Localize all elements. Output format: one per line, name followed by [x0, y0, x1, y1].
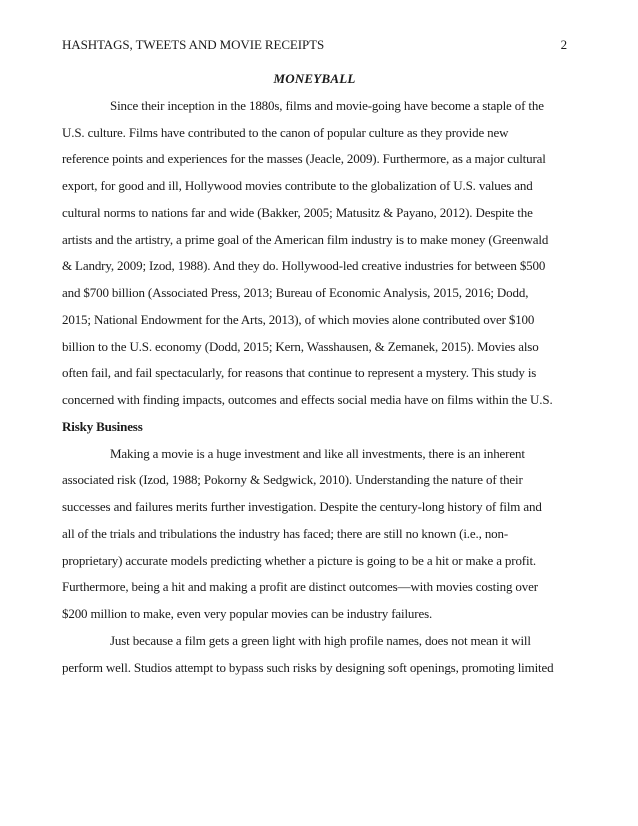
paragraph-line: all of the trials and tribulations the industry has faced; there are still no known (i.e., non- — [62, 525, 509, 541]
document-title: MONEYBALL — [273, 71, 356, 86]
paragraph-line: U.S. culture. Films have contributed to the canon of popular culture as they provide new — [62, 124, 509, 140]
paragraph-line: often fail, and fail spectacularly, for reasons that continue to represent a mystery. This study is — [62, 365, 537, 381]
paragraph-line: export, for good and ill, Hollywood movies contribute to the globalization of U.S. values and — [62, 178, 533, 193]
running-head-title: HASHTAGS, TWEETS AND MOVIE RECEIPTS — [62, 37, 325, 52]
paragraph-line: proprietary) accurate models predicting whether a picture is going to be a hit or make a profit. — [62, 552, 537, 568]
paragraph-line: successes and failures merits further investigation. Despite the century-long history of film and — [62, 499, 542, 514]
paragraph-line: reference points and experiences for the masses (Jeacle, 2009). Furthermore, as a major cultural — [62, 151, 546, 167]
page-number: 2 — [560, 37, 567, 52]
paragraph-line: concerned with finding impacts, outcomes and effects social media have on films within the U.S. — [62, 392, 553, 407]
paragraph-line: cultural norms to nations far and wide (Bakker, 2005; Matusitz & Payano, 2012). Despite the — [62, 204, 533, 220]
section-heading: Risky Business — [62, 418, 143, 434]
paragraph-line: Furthermore, being a hit and making a profit are distinct outcomes—with movies costing over — [62, 579, 538, 595]
paragraph-line: artists and the artistry, a prime goal of the American film industry is to make money (Greenwald — [62, 231, 549, 247]
paragraph-line: Since their inception in the 1880s, films and movie-going have become a staple of the — [110, 97, 544, 113]
paragraph-line: Just because a film gets a green light with high profile names, does not mean it will — [110, 632, 531, 648]
document-body — [62, 71, 567, 686]
paragraph-line: 2015; National Endowment for the Arts, 2013), of which movies alone contributed over $100 — [62, 311, 535, 327]
paragraph-line: & Landry, 2009; Izod, 1988). And they do. Hollywood-led creative industries for between $500 — [62, 258, 546, 274]
running-head — [62, 37, 567, 53]
paragraph-line: associated risk (Izod, 1988; Pokorny & Sedgwick, 2010). Understanding the nature of their — [62, 472, 523, 488]
paragraph-line: Making a movie is a huge investment and like all investments, there is an inherent — [110, 445, 525, 461]
paragraph-line: and $700 billion (Associated Press, 2013; Bureau of Economic Analysis, 2015, 2016; Dodd, — [62, 285, 529, 300]
paragraph-line: perform well. Studios attempt to bypass such risks by designing soft openings, promoting limited — [62, 659, 554, 675]
paragraph-line: $200 million to make, even very popular movies can be industry failures. — [62, 606, 433, 621]
paragraph-line: billion to the U.S. economy (Dodd, 2015; Kern, Wasshausen, & Zemanek, 2015). Movies also — [62, 338, 539, 354]
